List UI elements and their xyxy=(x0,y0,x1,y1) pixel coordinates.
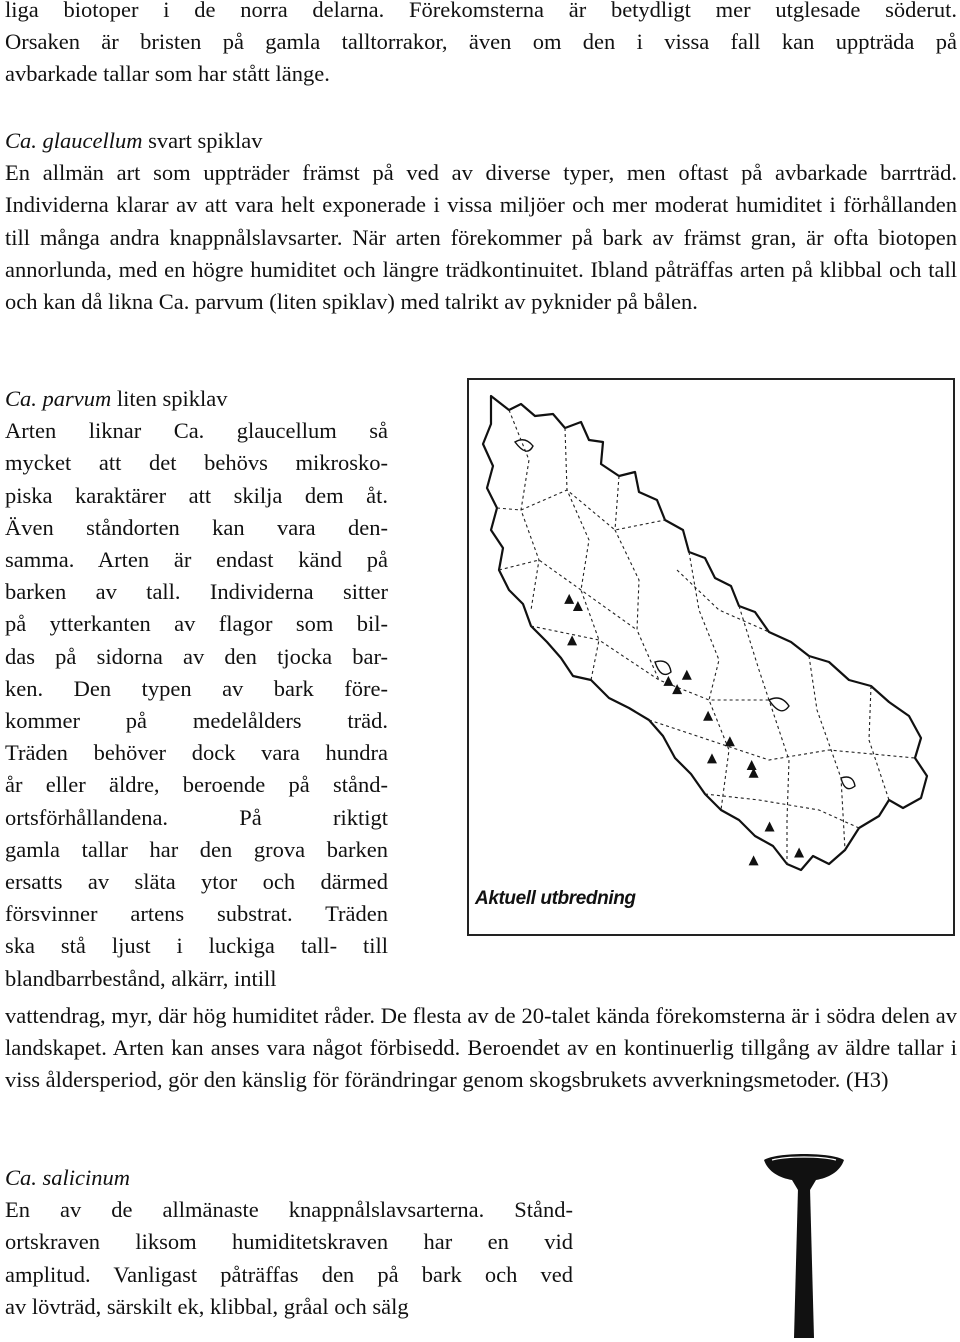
lake xyxy=(841,777,855,789)
narrow-line: Även ståndorten kan vara den- xyxy=(5,514,388,540)
narrow-line: blandbarrbestånd, alkärr, intill xyxy=(5,965,277,991)
parvum-continuation: vattendrag, myr, där hög humiditet råder. De flesta av de 20-talet kända förekomsterna är i södra delen av landskapet. Arten kan anses vara något förbisedd. Beroendet av en kontinuerlig tillgång av äldre tallar i viss åldersperiod, gör den känslig för förändringar genom skogsbrukets avverkningsmetoder. (H3) xyxy=(5,1003,957,1093)
narrow-column xyxy=(5,415,388,995)
common-name: liten spiklav xyxy=(116,386,228,411)
occurrence-marker xyxy=(573,601,583,611)
species-heading-glaucellum xyxy=(5,125,957,157)
species-heading-salicinum xyxy=(5,1162,573,1194)
narrow-line: En av de allmänaste knappnålslavsarterna. Stånd- xyxy=(5,1197,573,1223)
genus-abbrev: Ca. xyxy=(5,1165,37,1190)
species-description-glaucellum: En allmän art som uppträder främst på ved av diverse typer, men oftast på avbarkade barrträd. Individerna klarar av att vara helt exponerade i vissa miljöer och mer moderat humiditet i förhållanden till många andra knappnålslavsarter. När arten förekommer på bark av främst gran, är ofta biotopen annorlunda, med en högre humiditet och längre trädkontinuitet. Ibland påträffas arten på klibbal och tall och kan då likna Ca. parvum (liten spiklav) med talrikt av pyknider på bålen. xyxy=(5,160,957,315)
narrow-line: år eller äldre, beroende på stånd- xyxy=(5,772,388,798)
section-parvum-narrow xyxy=(5,383,388,995)
narrow-line: ortskraven liksom humiditetskraven har en vid xyxy=(5,1229,573,1255)
narrow-line: amplitud. Vanligast påträffas den på bark och ved xyxy=(5,1261,573,1287)
common-name: svart spiklav xyxy=(148,128,263,153)
occurrence-marker xyxy=(794,848,804,858)
narrow-line: Träden behöver dock vara hundra xyxy=(5,740,388,766)
lake xyxy=(515,440,533,451)
narrow-line: ska stå ljust i luckiga tall- till xyxy=(5,933,388,959)
marker-layer xyxy=(564,594,804,865)
narrow-line: piska karaktärer att skilja dem åt. xyxy=(5,482,388,508)
occurrence-marker xyxy=(725,736,735,746)
intro-paragraph xyxy=(5,0,957,91)
narrow-line: försvinner artens substrat. Träden xyxy=(5,901,388,927)
section-glaucellum xyxy=(5,125,957,318)
genus-abbrev: Ca. xyxy=(5,386,37,411)
occurrence-marker xyxy=(749,855,759,865)
occurrence-marker xyxy=(707,753,717,763)
narrow-line: barken av tall. Individerna sitter xyxy=(5,579,388,605)
map-caption: Aktuell utbredning xyxy=(475,888,636,909)
species-heading-parvum xyxy=(5,383,388,415)
lichen-stalk-illustration xyxy=(756,1150,852,1340)
distribution-map xyxy=(467,378,955,936)
narrow-line: das på sidorna av den tjocka bar- xyxy=(5,643,388,669)
intro-line-2: Orsaken är bristen på gamla talltorrakor, även om den i vissa fall kan uppträda på xyxy=(5,29,957,55)
occurrence-marker xyxy=(564,594,574,604)
narrow-line: samma. Arten är endast känd på xyxy=(5,547,388,573)
genus-abbrev: Ca. xyxy=(5,128,37,153)
narrow-line: ersatts av släta ytor och därmed xyxy=(5,869,388,895)
species-epithet: glaucellum xyxy=(42,128,143,153)
narrow-line: ken. Den typen av bark före- xyxy=(5,675,388,701)
occurrence-marker xyxy=(663,676,673,686)
occurrence-marker xyxy=(567,635,577,645)
narrow-line: Arten liknar Ca. glaucellum så xyxy=(5,418,388,444)
section-salicinum xyxy=(5,1162,573,1323)
narrow-line: ortsförhållandena. På riktigt xyxy=(5,804,388,830)
intro-line-3: avbarkade tallar som har stått länge. xyxy=(5,61,330,87)
species-epithet: salicinum xyxy=(42,1165,131,1190)
narrow-line: mycket att det behövs mikrosko- xyxy=(5,450,388,476)
lichen-stalk xyxy=(794,1188,814,1338)
occurrence-marker xyxy=(765,822,775,832)
intro-line-1: liga biotoper i de norra delarna. Förekomsterna är betydligt mer utglesade söderut. xyxy=(5,0,957,22)
province-outline xyxy=(483,396,927,870)
lake xyxy=(655,661,671,674)
narrow-line: gamla tallar har den grova barken xyxy=(5,836,388,862)
narrow-line: av lövträd, särskilt ek, klibbal, gråal och sälg xyxy=(5,1293,409,1319)
occurrence-marker xyxy=(747,760,757,770)
narrow-line: kommer på medelålders träd. xyxy=(5,708,388,734)
narrow-line: på ytterkanten av flagor som bil- xyxy=(5,611,388,637)
species-epithet: parvum xyxy=(42,386,112,411)
occurrence-marker xyxy=(682,670,692,680)
map-drawing xyxy=(469,380,953,934)
occurrence-marker xyxy=(703,711,713,721)
